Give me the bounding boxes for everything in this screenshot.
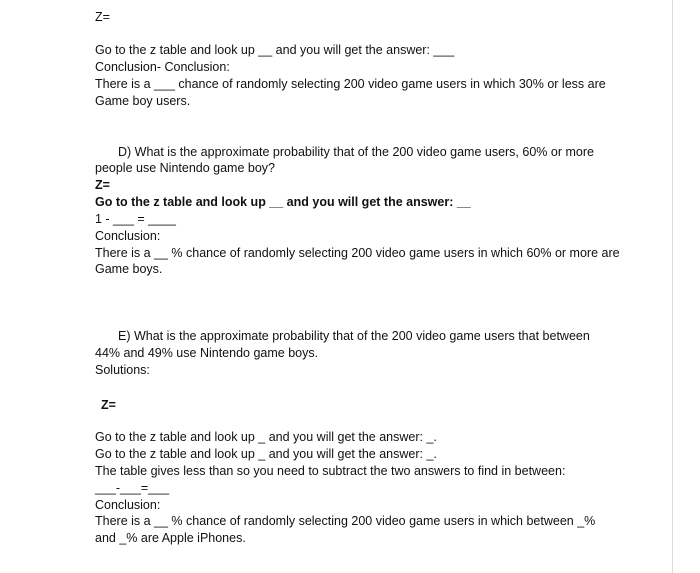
d-conclusion-label: Conclusion: — [95, 229, 161, 243]
e-question-line1: E) What is the approximate probability that of the 200 video game users that between — [118, 329, 590, 343]
e-subtract-line: ___-___=___ — [95, 481, 170, 495]
e-solutions-label: Solutions: — [95, 363, 150, 377]
d-conclusion-line1: There is a __ % chance of randomly selecting 200 video game users in which 60% or more are — [95, 246, 620, 260]
e-conclusion-line2: and _% are Apple iPhones. — [95, 531, 246, 545]
e-z-label: Z= — [101, 398, 116, 412]
e-conclusion-line1: There is a __ % chance of randomly selecting 200 video game users in which between _% — [95, 514, 596, 528]
c-conclusion-line2: Game boy users. — [95, 94, 191, 108]
d-z-label: Z= — [95, 178, 110, 192]
e-lookup-line2: Go to the z table and look up _ and you will get the answer: _. — [95, 447, 437, 461]
d-question-line2: people use Nintendo game boy? — [95, 161, 275, 175]
e-lookup-line1: Go to the z table and look up _ and you will get the answer: _. — [95, 430, 437, 444]
d-lookup-line: Go to the z table and look up __ and you will get the answer: __ — [95, 195, 471, 209]
page-edge-divider — [672, 0, 673, 573]
d-subtract-line: 1 - ___ = ____ — [95, 212, 176, 226]
c-lookup-line: Go to the z table and look up __ and you will get the answer: ___ — [95, 43, 455, 57]
e-table-note: The table gives less than so you need to subtract the two answers to find in between: — [95, 464, 566, 478]
c-conclusion-label: Conclusion- Conclusion: — [95, 60, 230, 74]
e-conclusion-label: Conclusion: — [95, 498, 161, 512]
c-z-label: Z= — [95, 10, 110, 24]
d-conclusion-line2: Game boys. — [95, 262, 163, 276]
c-conclusion-line1: There is a ___ chance of randomly selecting 200 video game users in which 30% or less are — [95, 77, 606, 91]
d-question-line1: D) What is the approximate probability that of the 200 video game users, 60% or more — [118, 145, 594, 159]
e-question-line2: 44% and 49% use Nintendo game boys. — [95, 346, 319, 360]
